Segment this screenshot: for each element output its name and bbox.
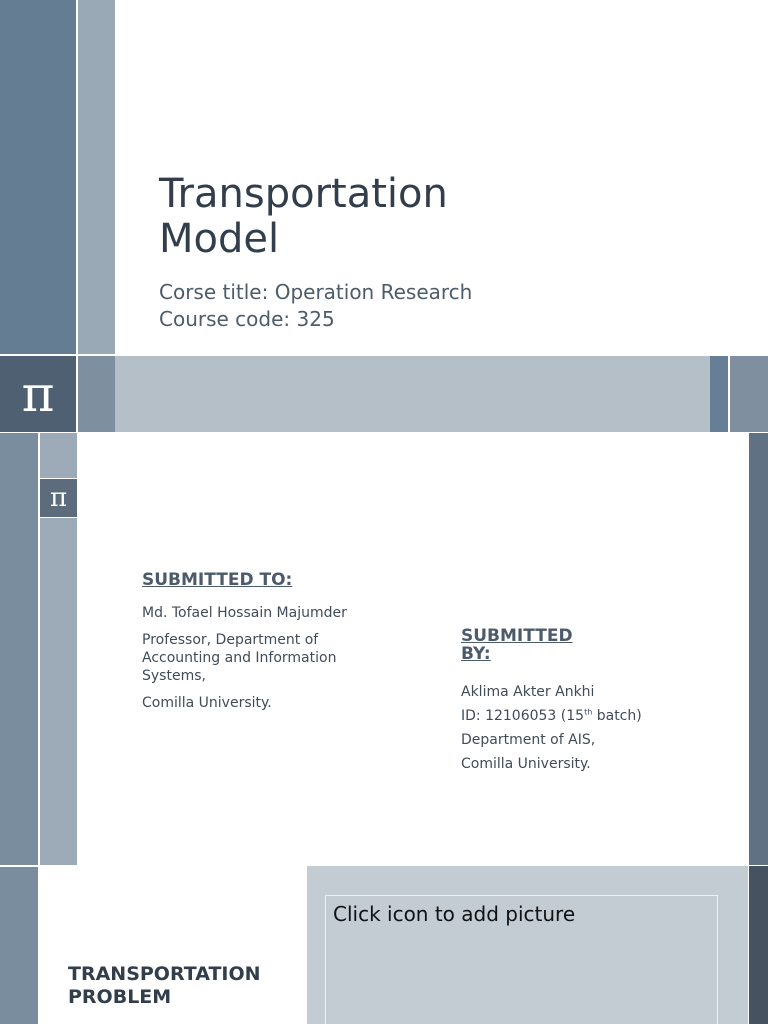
student-id-sup: th — [584, 707, 593, 717]
band-accent-2 — [730, 356, 768, 432]
slide-subtitle[interactable] — [159, 279, 579, 333]
submitted-by-heading-line2: BY: — [461, 644, 491, 664]
pi-icon-small: π — [40, 479, 77, 517]
student-id-prefix: ID: 12106053 (15 — [461, 708, 585, 724]
band-bar — [115, 356, 710, 432]
student-university: Comilla University. — [461, 756, 591, 772]
submitted-to-heading[interactable]: SUBMITTED TO: — [142, 570, 293, 590]
band-accent-1 — [710, 356, 728, 432]
student-name: Aklima Akter Ankhi — [461, 684, 595, 700]
pi-icon: π — [0, 356, 76, 432]
submitted-to-body[interactable] — [142, 604, 382, 721]
student-id-suffix: batch) — [592, 708, 642, 724]
student-department: Department of AIS, — [461, 732, 596, 748]
picture-placeholder-label[interactable]: Click icon to add picture — [333, 902, 576, 926]
slide3-left-column — [0, 867, 38, 1024]
slide-title[interactable]: Transportation Model — [159, 171, 448, 262]
slide2-left-column — [0, 433, 38, 865]
slide2-left-strip — [40, 518, 77, 865]
student-id — [461, 707, 721, 725]
band-square — [78, 356, 115, 432]
supervisor-name: Md. Tofael Hossain Majumder — [142, 605, 347, 621]
course-title: Corse title: Operation Research — [159, 280, 473, 304]
left-column-mid — [78, 0, 115, 354]
slide2-left-strip-top — [40, 433, 77, 478]
supervisor-title: Professor, Department of Accounting and Information Systems, — [142, 632, 337, 684]
submitted-by-heading-line1: SUBMITTED — [461, 626, 573, 646]
supervisor-university: Comilla University. — [142, 695, 272, 711]
slide2-right-column — [749, 433, 768, 865]
course-code: Course code: 325 — [159, 307, 335, 331]
slide3-right-column — [749, 866, 768, 1024]
submitted-by-heading[interactable] — [461, 627, 611, 663]
submitted-by-body[interactable] — [461, 683, 721, 779]
left-column-dark — [0, 0, 76, 354]
slide3-title[interactable]: TRANSPORTATION PROBLEM — [68, 963, 261, 1008]
